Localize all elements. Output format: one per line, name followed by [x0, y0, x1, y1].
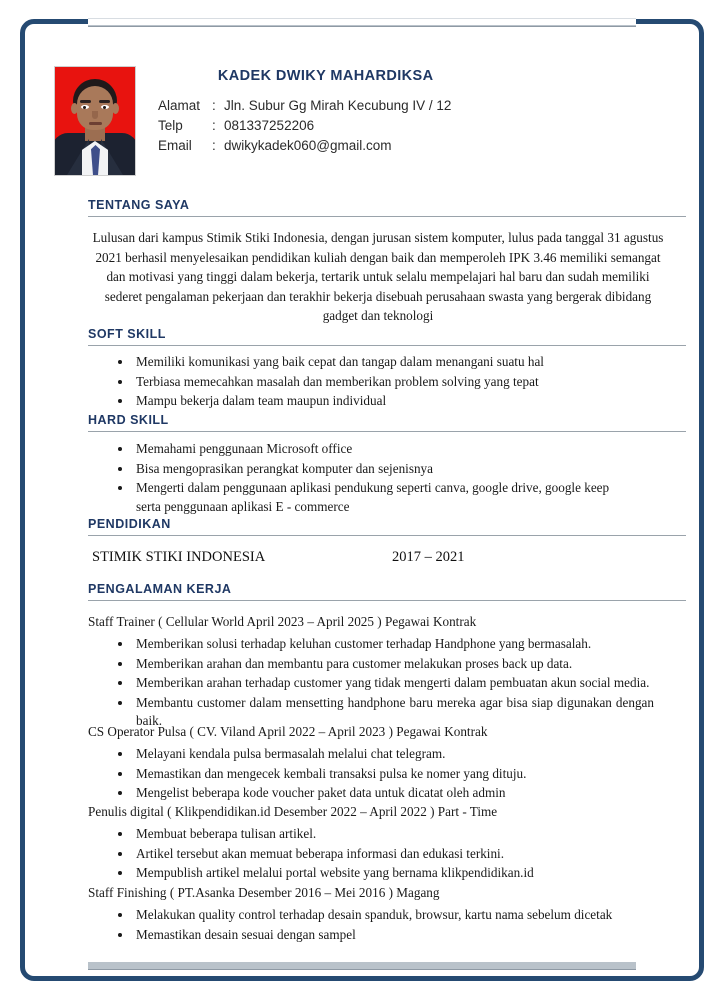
job-duty-list [88, 906, 668, 944]
list-item: Melayani kendala pulsa bermasalah melalui chat telegram. [134, 745, 668, 764]
experience-job-4 [88, 883, 668, 945]
list-item: Memahami penggunaan Microsoft office [134, 440, 668, 459]
list-item: Memberikan solusi terhadap keluhan customer terhadap Handphone yang bermasalah. [134, 635, 668, 654]
list-item: Mempublish artikel melalui portal website yang bernama klikpendidikan.id [134, 864, 668, 883]
contact-separator-phone: : [212, 118, 216, 133]
education-school: STIMIK STIKI INDONESIA [92, 549, 266, 565]
list-item: Membantu customer dalam mensetting handphone baru mereka agar bisa siap digunakan dengan baik. [134, 694, 668, 731]
section-header-hard-skill [88, 411, 686, 432]
list-item: Mengelist beberapa kode voucher paket data untuk dicatat oleh admin [134, 784, 668, 803]
candidate-name: KADEK DWIKY MAHARDIKSA [217, 68, 434, 84]
soft-skill-list [88, 353, 668, 411]
list-item: Artikel tersebut akan memuat beberapa informasi dan edukasi terkini. [134, 845, 668, 864]
list-item: Mampu bekerja dalam team maupun individual [134, 392, 668, 411]
section-title-about: TENTANG SAYA [88, 198, 190, 212]
section-header-education [88, 515, 686, 536]
list-item: Memberikan arahan dan membantu para customer melakukan proses back up data. [134, 655, 668, 674]
section-rule-soft-skill [88, 345, 686, 346]
list-item: Terbiasa memecahkan masalah dan memberikan problem solving yang tepat [134, 373, 668, 392]
about-paragraph: Lulusan dari kampus Stimik Stiki Indonesia, dengan jurusan sistem komputer, lulus pada tanggal 31 agustus 2021 berhasil menyelesaikan pendidikan kuliah dengan baik dan memperoleh IPK 3.46 memiliki semangat dan motivasi yang tinggi dalam bekerja, tertarik untuk selalu mempelajari hal baru dan sudah memiliki sederet pengalaman pekerjaan dan terakhir bekerja disebuah perusahaan swasta yang bergerak dibidang gadget dan teknologi [92, 230, 664, 323]
list-item: Memiliki komunikasi yang baik cepat dan tangap dalam menangani suatu hal [134, 353, 668, 372]
experience-job-2 [88, 722, 668, 804]
list-item: Membuat beberapa tulisan artikel. [134, 825, 668, 844]
contact-separator-address: : [212, 98, 216, 113]
soft-skill-list-wrap [88, 353, 668, 412]
section-header-about [88, 196, 686, 217]
job-heading: Staff Trainer ( Cellular World April 2023 – April 2025 ) Pegawai Kontrak [88, 614, 477, 629]
section-title-education: PENDIDIKAN [88, 517, 171, 531]
header-text-block [158, 66, 451, 156]
section-title-experience: PENGALAMAN KERJA [88, 582, 232, 596]
list-item: Memastikan desain sesuai dengan sampel [134, 926, 668, 945]
contact-row-email [158, 136, 451, 156]
job-duty-list [88, 745, 668, 803]
list-item: Mengerti dalam penggunaan aplikasi pendukung seperti canva, google drive, google keep serta penggunaan aplikasi E - commerce [134, 479, 668, 516]
contact-row-address [158, 96, 451, 116]
section-header-experience [88, 580, 686, 601]
contact-separator-email: : [212, 138, 216, 153]
section-title-hard-skill: HARD SKILL [88, 413, 169, 427]
section-rule-about [88, 216, 686, 217]
list-item: Memberikan arahan terhadap customer yang tidak mengerti dalam pembuatan akun social media. [134, 674, 668, 693]
contact-label-phone: Telp [158, 118, 183, 133]
hard-skill-list [88, 440, 668, 516]
list-item: Melakukan quality control terhadap desain spanduk, browsur, kartu nama sebelum dicetak [134, 906, 668, 925]
education-entry [92, 548, 672, 567]
contact-label-address: Alamat [158, 98, 201, 113]
job-duty-list [88, 825, 668, 883]
experience-job-1 [88, 612, 668, 732]
section-rule-experience [88, 600, 686, 601]
contact-value-email: dwikykadek060@gmail.com [224, 138, 392, 153]
hard-skill-list-wrap [88, 440, 668, 517]
profile-photo [54, 66, 136, 176]
section-title-soft-skill: SOFT SKILL [88, 327, 166, 341]
resume-header [54, 66, 654, 176]
job-duty-list [88, 635, 668, 731]
job-heading: Staff Finishing ( PT.Asanka Desember 2016 – Mei 2016 ) Magang [88, 885, 440, 900]
job-heading: CS Operator Pulsa ( CV. Viland April 2022 – April 2023 ) Pegawai Kontrak [88, 724, 488, 739]
contact-row-phone [158, 116, 451, 136]
section-rule-education [88, 535, 686, 536]
section-header-soft-skill [88, 325, 686, 346]
job-heading: Penulis digital ( Klikpendidikan.id Desember 2022 – April 2022 ) Part - Time [88, 804, 498, 819]
contact-value-address: Jln. Subur Gg Mirah Kecubung IV / 12 [224, 98, 452, 113]
education-years: 2017 – 2021 [392, 549, 465, 565]
contact-value-phone: 081337252206 [224, 118, 315, 133]
experience-job-3 [88, 802, 668, 884]
section-rule-hard-skill [88, 431, 686, 432]
contact-label-email: Email [158, 138, 192, 153]
list-item: Memastikan dan mengecek kembali transaksi pulsa ke nomer yang dituju. [134, 765, 668, 784]
education-row [92, 548, 672, 567]
list-item: Bisa mengoprasikan perangkat komputer dan sejenisnya [134, 460, 668, 479]
